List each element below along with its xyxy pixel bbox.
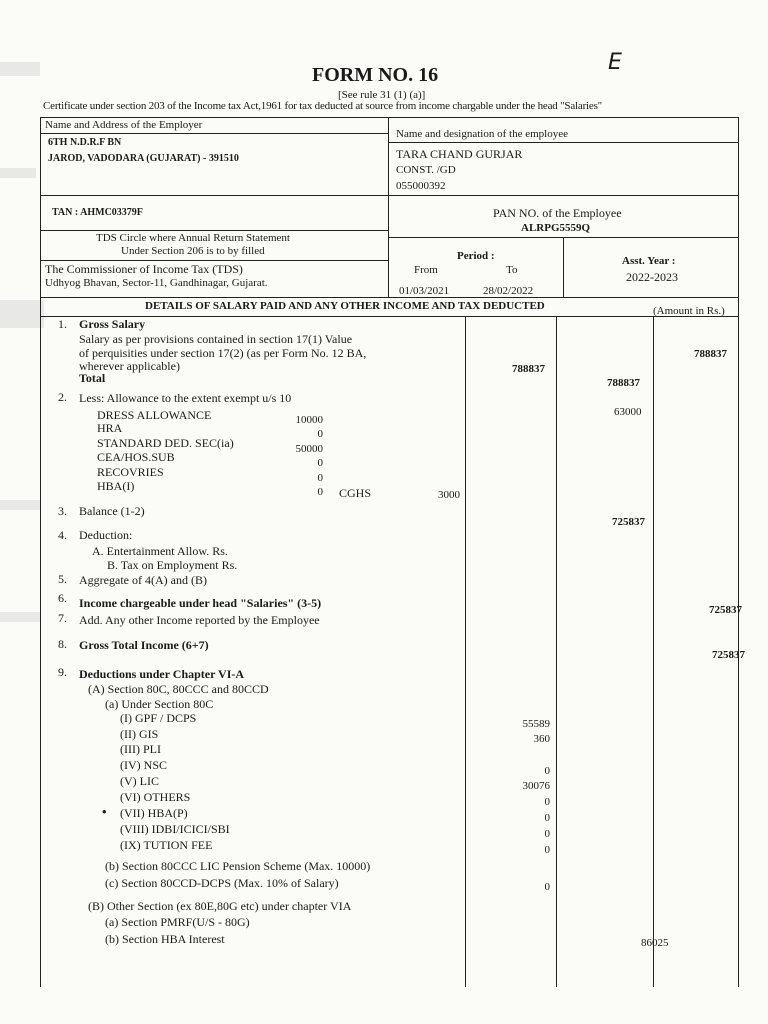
allowance-item-value: 50000 (295, 443, 323, 455)
allowance-item-label: CEA/HOS.SUB (97, 450, 175, 464)
section-80c-item-label: (IX) TUTION FEE (120, 838, 213, 852)
section-80c-item-value: 360 (533, 733, 550, 745)
section-80c-item-value: 0 (544, 812, 550, 824)
allowance-title: Less: Allowance to the extent exempt u/s 10 (79, 391, 292, 405)
section-80ccd-line: (c) Section 80CCD-DCPS (Max. 10% of Salary) (105, 876, 339, 890)
gross-salary-line3: wherever applicable) (79, 359, 180, 373)
tds-circle-line2: Under Section 206 is to by filled (121, 245, 265, 257)
gross-salary-value: 788837 (694, 348, 727, 360)
period-to-date: 28/02/2022 (483, 285, 534, 297)
rule-reference: [See rule 31 (1) (a)] (338, 89, 426, 101)
allowance-item-label: STANDARD DED. SEC(ia) (97, 436, 234, 450)
income-salaries-value: 725837 (709, 604, 742, 616)
section-80c-item-value: 0 (544, 796, 550, 808)
row-number: 2. (58, 390, 67, 404)
allowance-item-label: HRA (97, 421, 123, 435)
bullet-mark: • (102, 804, 107, 819)
tds-mid-line (40, 260, 388, 261)
row-number: 4. (58, 528, 67, 542)
section-80c-item-label: (III) PLI (120, 742, 161, 756)
table-left-border (40, 117, 41, 987)
allowance-item-label: HBA(I) (97, 479, 135, 493)
aggregate-label: Aggregate of 4(A) and (B) (79, 573, 207, 587)
other-section-b: (b) Section HBA Interest (105, 932, 225, 946)
allowance-total: 63000 (614, 406, 642, 418)
section-80c-item-label: (VI) OTHERS (120, 790, 191, 804)
allowance-item-value: 0 (317, 428, 323, 440)
employer-heading-line (40, 133, 388, 134)
section-80c-item-label: (VII) HBA(P) (120, 806, 188, 820)
amount-col-divider-2 (556, 316, 557, 987)
cghs-label: CGHS (339, 486, 372, 500)
employee-designation: CONST. /GD (396, 164, 456, 176)
table-top-border (40, 117, 738, 118)
allowance-item-value: 0 (317, 472, 323, 484)
scan-smear (0, 300, 44, 328)
scan-smear (0, 500, 40, 510)
pan-heading: PAN NO. of the Employee (493, 206, 622, 220)
scan-smear (0, 612, 40, 622)
section-80c-item-label: (I) GPF / DCPS (120, 711, 197, 725)
gross-total-value: 725837 (712, 649, 745, 661)
gross-salary-total-label: Total (79, 371, 106, 385)
row-number: 5. (58, 572, 67, 586)
row-number: 7. (58, 611, 67, 625)
deduction-label: Deduction: (79, 528, 133, 542)
section-80c-item-value: 0 (544, 828, 550, 840)
header-divider (388, 117, 389, 297)
asst-year-heading: Asst. Year : (622, 255, 676, 267)
row-number: 8. (58, 637, 67, 651)
table-right-border (738, 117, 739, 987)
section-80c-item-value: 0 (544, 765, 550, 777)
pan-value: ALRPG5559Q (521, 222, 591, 234)
section-80c-item-value: 55589 (522, 718, 550, 730)
employer-line1: 6TH N.D.R.F BN (48, 137, 122, 148)
section-80c-item-value: 0 (544, 844, 550, 856)
details-heading: DETAILS OF SALARY PAID AND ANY OTHER INCOME AND TAX DEDUCTED (145, 300, 545, 312)
employee-heading: Name and designation of the employee (396, 128, 568, 140)
gross-salary-line1: Salary as per provisions contained in section 17(1) Value (79, 332, 353, 346)
section-80ccc-line: (b) Section 80CCC LIC Pension Scheme (Max. 10000) (105, 859, 371, 873)
row-number: 9. (58, 665, 67, 679)
balance-value: 725837 (612, 516, 645, 528)
period-divider (563, 237, 564, 297)
balance-label: Balance (1-2) (79, 504, 145, 518)
other-income-label: Add. Any other Income reported by the Employee (79, 613, 320, 627)
section-80c-item-label: (VIII) IDBI/ICICI/SBI (120, 822, 230, 836)
tds-circle-line1: TDS Circle where Annual Return Statement (96, 232, 290, 244)
allowance-item-value: 0 (317, 486, 323, 498)
section-80c-item-label: (V) LIC (120, 774, 159, 788)
employee-id: 055000392 (396, 180, 446, 192)
amount-col-divider-3 (653, 316, 654, 987)
tds-top-line (40, 230, 388, 231)
corner-mark: E (608, 50, 622, 75)
row-number: 1. (58, 317, 67, 331)
allowance-item-label: DRESS ALLOWANCE (97, 408, 212, 422)
asst-year-value: 2022-2023 (626, 270, 678, 284)
amount-in-rs: (Amount in Rs.) (653, 305, 725, 317)
employer-line2: JAROD, VADODARA (GUJARAT) - 391510 (48, 153, 239, 164)
section-80c-item-label: (II) GIS (120, 727, 159, 741)
form-title: FORM NO. 16 (312, 64, 439, 86)
other-section-b-value: 86025 (641, 937, 669, 949)
other-section-title: (B) Other Section (ex 80E,80G etc) under chapter VIA (88, 899, 352, 913)
period-heading: Period : (457, 250, 495, 262)
gross-total-label: Gross Total Income (6+7) (79, 638, 209, 652)
period-from-label: From (414, 264, 438, 276)
allowance-item-value: 10000 (295, 414, 323, 426)
chapter6a-title: Deductions under Chapter VI-A (79, 667, 245, 681)
gross-salary-total-value: 788837 (607, 377, 640, 389)
gross-salary-line2: of perquisities under section 17(2) (as per Form No. 12 BA, (79, 346, 367, 360)
section-80c-item-label: (IV) NSC (120, 758, 167, 772)
deduction-a: A. Entertainment Allow. Rs. (92, 544, 228, 558)
chapter6a-a-title: (A) Section 80C, 80CCC and 80CCD (88, 682, 269, 696)
gross-salary-title: Gross Salary (79, 317, 146, 331)
employer-heading: Name and Address of the Employer (45, 119, 203, 131)
employee-name: TARA CHAND GURJAR (396, 147, 523, 161)
tds-circle-line3: The Commissioner of Income Tax (TDS) (45, 262, 243, 276)
section-80c-item-value: 30076 (522, 780, 550, 792)
scan-smear (0, 62, 40, 76)
period-to-label: To (506, 264, 518, 276)
income-salaries-label: Income chargeable under head "Salaries" (3-5) (79, 596, 322, 610)
row-number: 6. (58, 591, 67, 605)
details-top-line (40, 297, 738, 298)
employer-tan: TAN : AHMC03379F (52, 207, 143, 218)
tds-circle-line4: Udhyog Bhavan, Sector-11, Gandhinagar, Gujarat. (45, 277, 268, 289)
employee-heading-line (388, 142, 738, 143)
allowance-item-label: RECOVRIES (97, 465, 164, 479)
certificate-line: Certificate under section 203 of the Income tax Act,1961 for tax deducted at source from income chargable under the head "Salaries" (43, 100, 602, 112)
allowance-item-value: 0 (317, 457, 323, 469)
deduction-b: B. Tax on Employment Rs. (107, 558, 238, 572)
period-from-date: 01/03/2021 (399, 285, 450, 297)
tan-top-line (40, 195, 738, 196)
chapter6a-a-sub: (a) Under Section 80C (105, 697, 214, 711)
gross-salary-value: 788837 (512, 363, 545, 375)
row-number: 3. (58, 504, 67, 518)
scan-smear (0, 168, 36, 178)
amount-col-divider-1 (465, 316, 466, 987)
other-section-a: (a) Section PMRF(U/S - 80G) (105, 915, 250, 929)
cghs-value: 3000 (438, 489, 460, 501)
section-80ccd-value: 0 (544, 881, 550, 893)
